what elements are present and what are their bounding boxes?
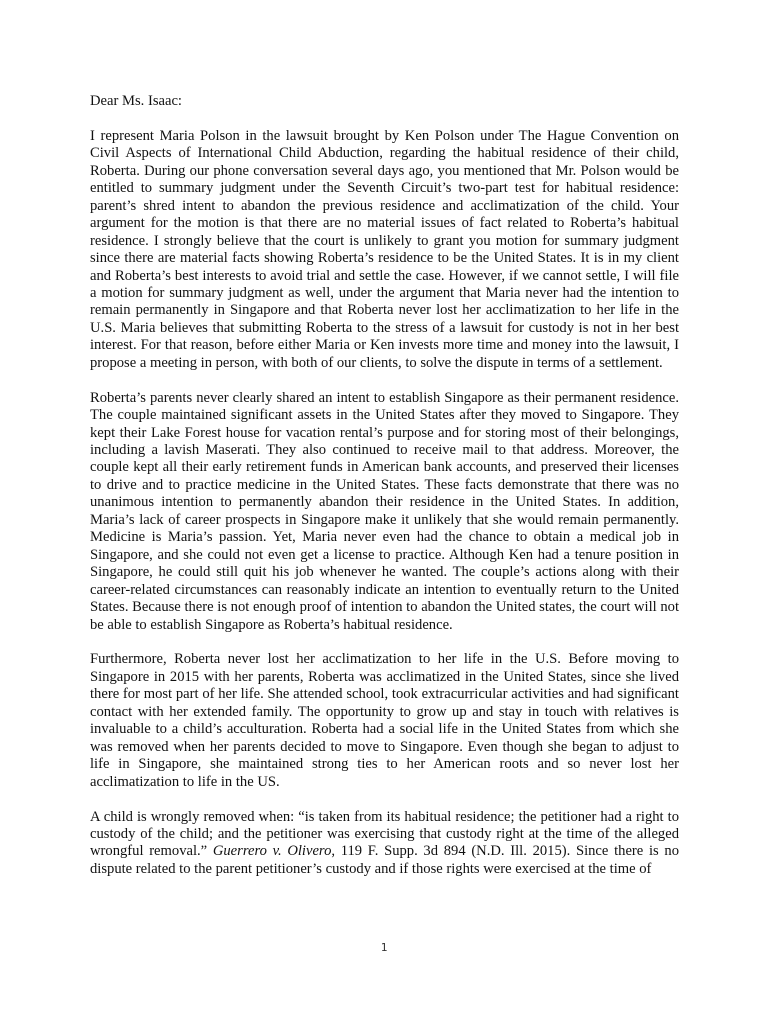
paragraph-wrongful-removal xyxy=(90,809,679,879)
letter-body xyxy=(90,93,679,878)
page-number: 1 xyxy=(380,941,388,954)
salutation: Dear Ms. Isaac: xyxy=(90,93,182,109)
paragraph-intro: I represent Maria Polson in the lawsuit brought by Ken Polson under The Hague Convention on Civil Aspects of International Child Abduction, regarding the habitual residence of their child, Roberta. During our phone conversation several days ago, you mentioned that Mr. Polson would be entitled to summary judgment under the Seventh Circuit’s two-part test for habitual residence: parent’s shred intent to abandon the previous residence and acclimatization of the child. Your argument for the motion is that there are no material issues of fact related to Roberta’s habitual residence. I strongly believe that the court is unlikely to grant you motion for summary judgment since there are material facts showing Roberta’s residence to be the United States. It is in my client and Roberta’s best interests to avoid trial and settle the case. However, if we cannot settle, I will file a motion for summary judgment as well, under the argument that Maria never had the intention to remain permanently in Singapore and that Roberta never lost her acclimatization to her life in the U.S. Maria believes that submitting Roberta to the stress of a lawsuit for custody is not in her best interest. For that reason, before either Maria or Ken invests more time and money into the lawsuit, I propose a meeting in person, with both of our clients, to solve the dispute in terms of a settlement. xyxy=(90,127,679,371)
paragraph-text-before-citation: A child is wrongly removed when: “is taken from its habitual residence; the petitioner had a right to custody of the child; and the petitioner was exercising that custody right at the time of the alleged wrongful removal.” xyxy=(90,808,679,860)
paragraph-intent: Roberta’s parents never clearly shared an intent to establish Singapore as their permanent residence. The couple maintained significant assets in the United States after they moved to Singapore. They kept their Lake Forest house for vacation rental’s purpose and for storing most of their belongings, including a lavish Maserati. They also continued to receive mail to that address. Moreover, the couple kept all their early retirement funds in American bank accounts, and preserved their licenses to drive and to practice medicine in the United States. These facts demonstrate that there was no unanimous intention to permanently abandon their residence in the United States. In addition, Maria’s lack of career prospects in Singapore make it unlikely that she would remain permanently. Medicine is Maria’s passion. Yet, Maria never even had the chance to obtain a medical job in Singapore, and she could not even get a license to practice. Although Ken had a tenure position in Singapore, he could still quit his job whenever he wanted. The couple’s actions along with their career-related circumstances can reasonably indicate an intention to eventually return to the United States. Because there is not enough proof of intention to abandon the United states, the court will not be able to establish Singapore as Roberta’s habitual residence. xyxy=(90,389,679,633)
case-citation: Guerrero v. Olivero xyxy=(212,843,332,860)
paragraph-acclimatization: Furthermore, Roberta never lost her acclimatization to her life in the U.S. Before moving to Singapore in 2015 with her parents, Roberta was acclimatized in the United States, since she lived there for most part of her life. She attended school, took extracurricular activities and had significant contact with her extended family. The opportunity to grow up and stay in touch with relatives is invaluable to a child’s acculturation. Roberta had a social life in the United States from which she was removed when her parents decided to move to Singapore. Even though she began to adjust to life in Singapore, she maintained strong ties to her American roots and so never lost her acclimatization to life in the US. xyxy=(90,651,679,790)
paragraph-text-after-citation: , 119 F. Supp. 3d 894 (N.D. Ill. 2015). Since there is no dispute related to the parent petitioner’s custody and if those rights were exercised at the time of xyxy=(90,843,679,877)
